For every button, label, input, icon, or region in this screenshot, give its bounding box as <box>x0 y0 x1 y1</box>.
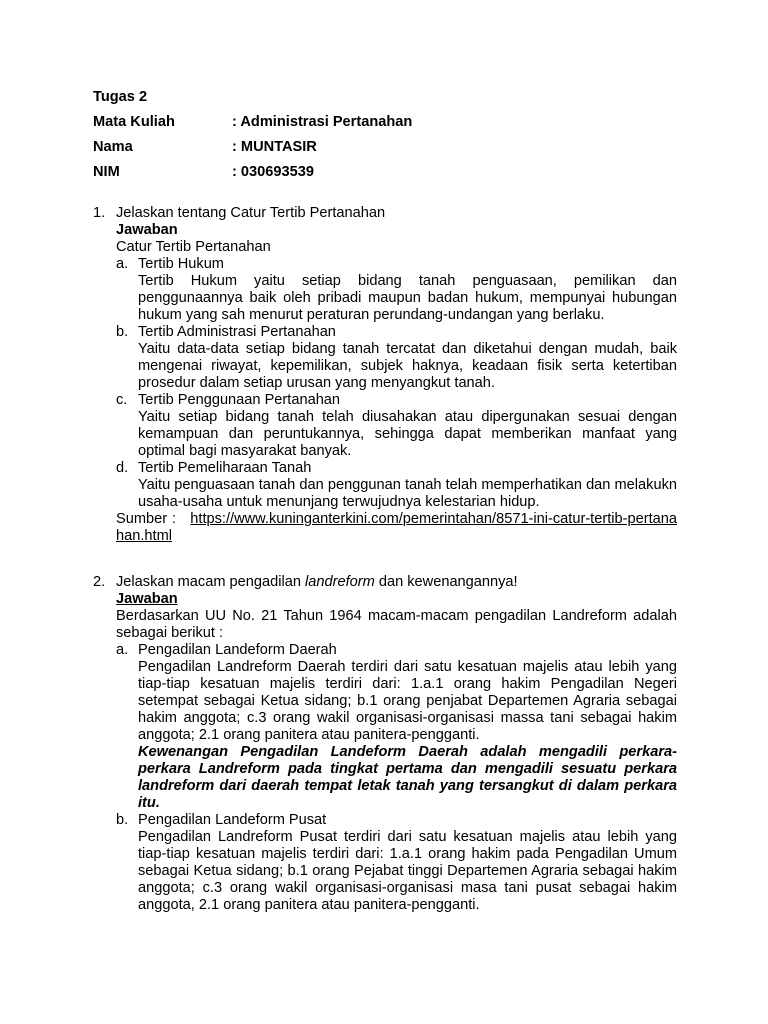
q2-item-b-body: Pengadilan Landreform Pusat terdiri dari satu kesatuan majelis atau lebih yang tiap-tiap kesatuan majelis terdiri dari: 1.a.1 orang hakim pada Pengadilan Umum sebagai Ketua sidang; b.1 orang Pejabat tinggi Departemen Agraria sebagai hakim anggota; c.3 orang wakil organisasi-organisasi masa tani pusat sebagai hakim anggota, 2.1 orang panitera atau panitera-pengganti. <box>138 829 677 913</box>
q1-item-a-title: a. Tertib Hukum <box>116 256 224 272</box>
question-1-text: 1. Jelaskan tentang Catur Tertib Pertanahan <box>93 205 386 221</box>
name-row <box>93 139 317 155</box>
q2-item-b-title: b. Pengadilan Landeform Pusat <box>116 812 327 828</box>
q2-item-a-body <box>138 659 677 812</box>
q1-item-b-body: Yaitu data-data setiap bidang tanah tercatat dan diketahui dengan mudah, baik mengenai riwayat, kepemilikan, subjek haknya, keadaan fisik serta ketertiban prosedur dalam setiap urusan yang menyangkut tanah. <box>138 341 677 391</box>
source-label: Sumber : <box>116 511 176 527</box>
q1-item-c-body: Yaitu setiap bidang tanah telah diusahakan atau dipergunakan sesuai dengan kemampuan dan peruntukannya, sehingga dapat memberikan manfaat yang optimal bagi masyarakat banyak. <box>138 409 677 459</box>
q1-item-b-title: b. Tertib Administrasi Pertanahan <box>116 324 336 340</box>
answer-2-intro: Berdasarkan UU No. 21 Tahun 1964 macam-macam pengadilan Landreform adalah sebagai berikut : <box>116 608 677 641</box>
q2-item-a-authority: Kewenangan Pengadilan Landeform Daerah adalah mengadili perkara-perkara Landreform pada tingkat pertama dan mengadili sesuatu perkara landreform dari daerah tempat letak tanah yang tersangkut di dalam perkara itu. <box>138 744 677 811</box>
answer-1-label: Jawaban <box>116 222 178 238</box>
nim-label: NIM <box>93 164 120 180</box>
name-label: Nama <box>93 139 133 155</box>
question-2-text: 2. Jelaskan macam pengadilan landreform dan kewenangannya! <box>93 574 518 590</box>
course-label: Mata Kuliah <box>93 114 175 130</box>
source-link[interactable]: https://www.kuninganterkini.com/pemerintahan/8571-ini-catur-tertib-pertanahan.html <box>116 511 677 544</box>
course-row <box>93 114 412 130</box>
course-value: : Administrasi Pertanahan <box>232 114 413 130</box>
question-1 <box>93 205 677 545</box>
q1-source <box>116 511 677 545</box>
nim-value: : 030693539 <box>232 164 314 180</box>
name-value: : MUNTASIR <box>232 139 317 155</box>
q2-item-a-text: Pengadilan Landreform Daerah terdiri dari satu kesatuan majelis atau lebih yang tiap-tiap kesatuan majelis terdiri dari: 1.a.1 orang hakim Pengadilan Negeri setempat sebagai Ketua sidang; b.1 orang penjabat Departemen Agraria sebagai hakim anggota; c.3 orang wakil organisasi-organisasi massa tani sebagai hakim anggota; 2.1 orang panitera atau panitera-pengganti. <box>138 659 677 743</box>
answer-1-intro: Catur Tertib Pertanahan <box>116 239 271 255</box>
nim-row <box>93 164 314 180</box>
question-2 <box>93 574 677 914</box>
q1-item-d-body: Yaitu penguasaan tanah dan penggunan tanah telah memperhatikan dan melakukn usaha-usaha untuk menunjang terwujudnya kelestarian hidup. <box>138 477 677 510</box>
q1-item-d-title: d. Tertib Pemeliharaan Tanah <box>116 460 312 476</box>
q1-item-c-title: c. Tertib Penggunaan Pertanahan <box>116 392 341 408</box>
q1-item-a-body: Tertib Hukum yaitu setiap bidang tanah penguasaan, pemilikan dan penggunaannya baik oleh pribadi maupun badan hukum, mempunyai hubungan hukum yang sah menurut peraturan perundang-undangan yang berlaku. <box>138 273 677 323</box>
assignment-title: Tugas 2 <box>93 89 148 105</box>
q2-item-a-title: a. Pengadilan Landeform Daerah <box>116 642 337 658</box>
answer-2-label: Jawaban <box>116 591 178 607</box>
